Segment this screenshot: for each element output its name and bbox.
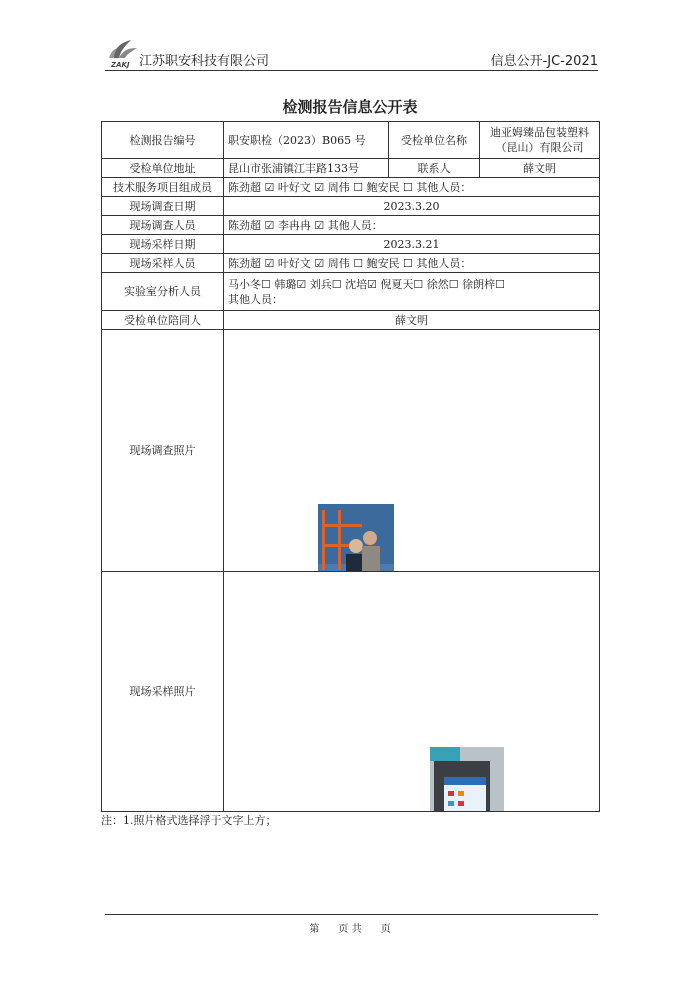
survey-staff-value: 陈劲超 ☑ 李冉冉 ☑ 其他人员： [224,216,600,235]
company-name: 江苏职安科技有限公司 [139,54,270,69]
page-title: 检测报告信息公开表 [282,98,418,116]
escort-label: 受检单位陪同人 [102,311,224,330]
sampling-photo-signboard [430,747,504,812]
footer-pages-label: 页 共 [338,924,362,935]
survey-photo-label: 现场调查照片 [102,330,224,572]
page-footer [0,920,700,935]
contact-label: 联系人 [389,159,480,178]
report-no-label: 检测报告编号 [102,122,224,159]
unit-name-line2: （昆山）有限公司 [495,141,584,154]
unit-name-value [480,122,600,159]
contact-value: 薛文明 [480,159,600,178]
survey-date-label: 现场调查日期 [102,197,224,216]
table-row [102,254,600,273]
sampling-staff-value: 陈劲超 ☑ 叶好文 ☑ 周伟 ☐ 鲍安民 ☐ 其他人员： [224,254,600,273]
unit-name-label: 受检单位名称 [389,122,480,159]
footnote: 注：1.照片格式选择浮于文字上方； [101,814,277,827]
company-logo [105,36,139,70]
table-row [102,197,600,216]
table-row [102,178,600,197]
lab-staff-line1: 马小冬☐ 韩璐☑ 刘兵☐ 沈培☑ 倪夏天☐ 徐然☐ 徐朗梓☐ [228,277,506,291]
svg-text:ZAKJ: ZAKJ [111,61,130,69]
survey-photo-warehouse [318,504,394,572]
team-label: 技术服务项目组成员 [102,178,224,197]
table-row [102,572,600,812]
report-no-value: 职安职检（2023）B065 号 [224,122,389,159]
survey-staff-label: 现场调查人员 [102,216,224,235]
survey-photo-cell [224,330,600,572]
sampling-photo-label: 现场采样照片 [102,572,224,812]
sampling-staff-label: 现场采样人员 [102,254,224,273]
team-value: 陈劲超 ☑ 叶好文 ☑ 周伟 ☐ 鲍安民 ☐ 其他人员： [224,178,600,197]
sampling-date-value: 2023.3.21 [224,235,600,254]
address-value: 昆山市张浦镇江丰路133号 [224,159,389,178]
info-table [101,121,600,812]
table-row [102,216,600,235]
escort-value: 薛文明 [224,311,600,330]
table-row [102,311,600,330]
document-code: 信息公开-JC-2021 [490,54,598,69]
table-row [102,235,600,254]
table-row [102,273,600,311]
sampling-date-label: 现场采样日期 [102,235,224,254]
address-label: 受检单位地址 [102,159,224,178]
lab-staff-line2: 其他人员： [228,292,283,306]
footer-page-label: 第 [309,924,320,935]
page-header [105,36,598,71]
footer-end-label: 页 [380,924,391,935]
footer-divider [105,914,598,915]
unit-name-line1: 迪亚姆臻品包装塑料 [490,126,589,139]
lab-staff-label: 实验室分析人员 [102,273,224,311]
sampling-photo-cell [224,572,600,812]
survey-date-value: 2023.3.20 [224,197,600,216]
table-row [102,159,600,178]
table-row [102,330,600,572]
lab-staff-value [224,273,600,311]
table-row [102,122,600,159]
